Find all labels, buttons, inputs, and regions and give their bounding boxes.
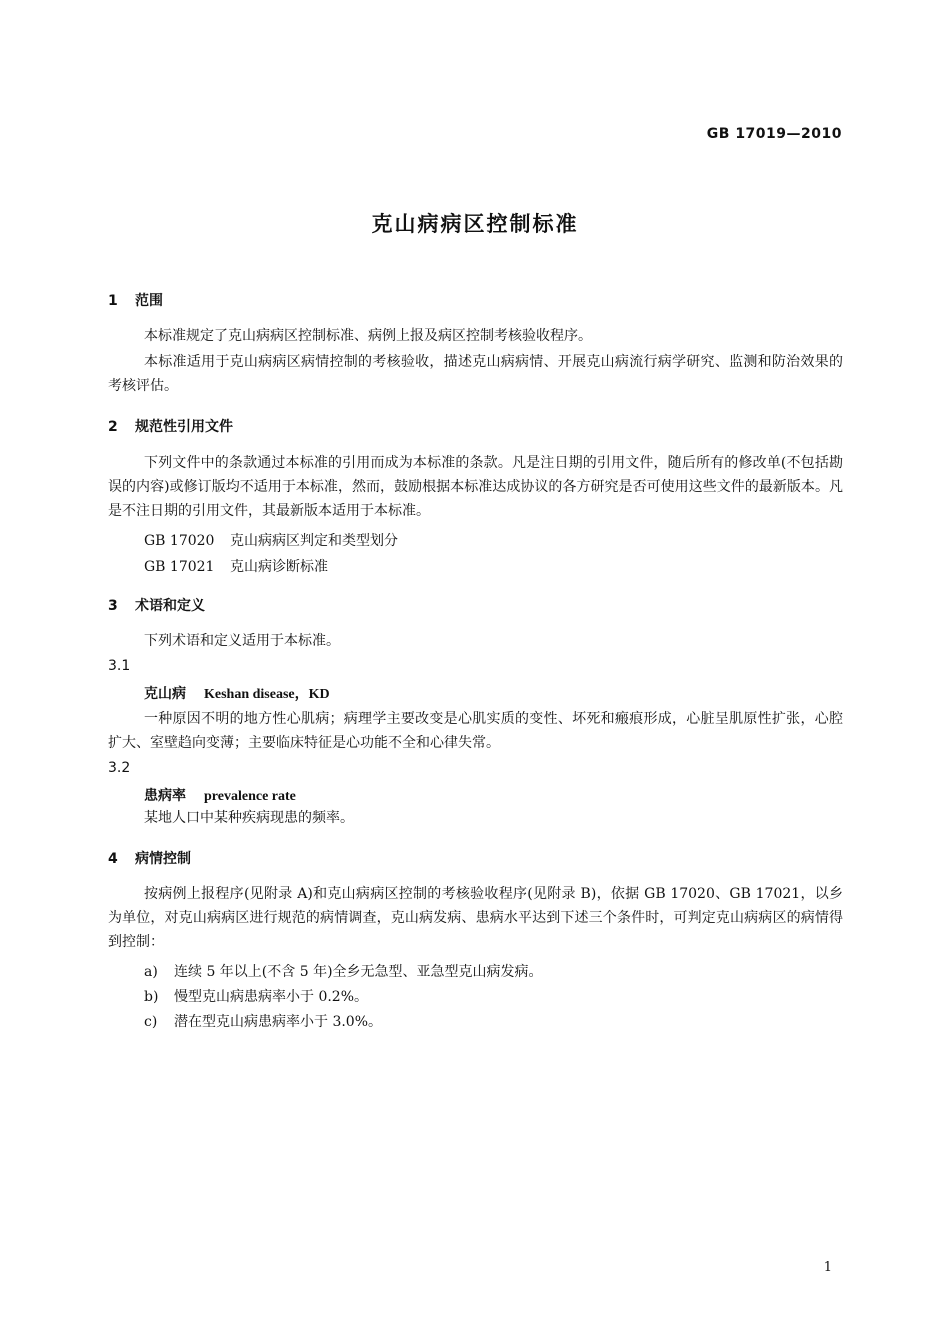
section-title: 范围	[135, 293, 163, 309]
reference-code: GB 17020	[144, 533, 215, 549]
section-number: 2	[108, 419, 118, 435]
reference-code: GB 17021	[144, 559, 215, 575]
term-entry	[144, 683, 330, 703]
section-1-paragraph-1: 本标准规定了克山病病区控制标准、病例上报及病区控制考核验收程序。	[144, 328, 592, 344]
section-3-paragraph-1: 下列术语和定义适用于本标准。	[144, 633, 340, 649]
document-title: 克山病病区控制标准	[371, 212, 579, 236]
section-2-paragraph-1: 下列文件中的条款通过本标准的引用而成为本标准的条款。凡是注日期的引用文件，随后所有的修改单(不包括勘误的内容)或修订版均不适用于本标准，然而，鼓励根据本标准达成协议的各方研究是否可使用这些文件的最新版本。凡是不注日期的引用文件，其最新版本适用于本标准。	[108, 455, 843, 519]
term-definition: 某地人口中某种疾病现患的频率。	[144, 810, 354, 826]
list-marker: c)	[144, 1014, 158, 1030]
standard-code: GB 17019—2010	[706, 126, 842, 142]
reference-title: 克山病诊断标准	[230, 559, 328, 575]
term-definition: 一种原因不明的地方性心肌病；病理学主要改变是心肌实质的变性、坏死和瘢痕形成，心脏呈肌原性扩张，心腔扩大、室壁趋向变薄；主要临床特征是心功能不全和心律失常。	[108, 711, 843, 751]
clause-number: 3.2	[108, 760, 131, 776]
list-marker: b)	[144, 989, 159, 1005]
list-marker: a)	[144, 964, 158, 980]
clause-number: 3.1	[108, 658, 131, 674]
section-title: 规范性引用文件	[135, 419, 233, 435]
section-1-heading	[108, 290, 163, 310]
term-chinese: 克山病	[144, 686, 186, 702]
section-number: 3	[108, 598, 118, 614]
section-number: 1	[108, 293, 118, 309]
term-chinese: 患病率	[144, 788, 186, 804]
section-4-paragraph-1: 按病例上报程序(见附录 A)和克山病病区控制的考核验收程序(见附录 B)，依据 GB 17020、GB 17021，以乡为单位，对克山病病区进行规范的病情调查，克山病发病、患病水平达到下述三个条件时，可判定克山病病区的病情得到控制：	[108, 886, 843, 950]
section-title: 术语和定义	[135, 598, 205, 614]
section-title: 病情控制	[135, 851, 191, 867]
page-number: 1	[823, 1260, 832, 1275]
section-number: 4	[108, 851, 118, 867]
term-entry	[144, 785, 296, 805]
reference-title: 克山病病区判定和类型划分	[230, 533, 398, 549]
list-item	[144, 961, 543, 981]
section-3-heading	[108, 595, 205, 615]
list-text: 连续 5 年以上(不含 5 年)全乡无急型、亚急型克山病发病。	[174, 964, 543, 980]
normative-reference	[144, 530, 398, 550]
list-item	[144, 1011, 382, 1031]
list-text: 潜在型克山病患病率小于 3.0%。	[174, 1014, 383, 1030]
list-text: 慢型克山病患病率小于 0.2%。	[174, 989, 369, 1005]
section-4-heading	[108, 848, 191, 868]
term-english: Keshan disease，KD	[204, 687, 330, 702]
term-english: prevalence rate	[204, 789, 296, 804]
normative-reference	[144, 556, 328, 576]
section-1-paragraph-2: 本标准适用于克山病病区病情控制的考核验收，描述克山病病情、开展克山病流行病学研究、监测和防治效果的考核评估。	[108, 354, 843, 394]
section-2-heading	[108, 416, 233, 436]
list-item	[144, 986, 368, 1006]
